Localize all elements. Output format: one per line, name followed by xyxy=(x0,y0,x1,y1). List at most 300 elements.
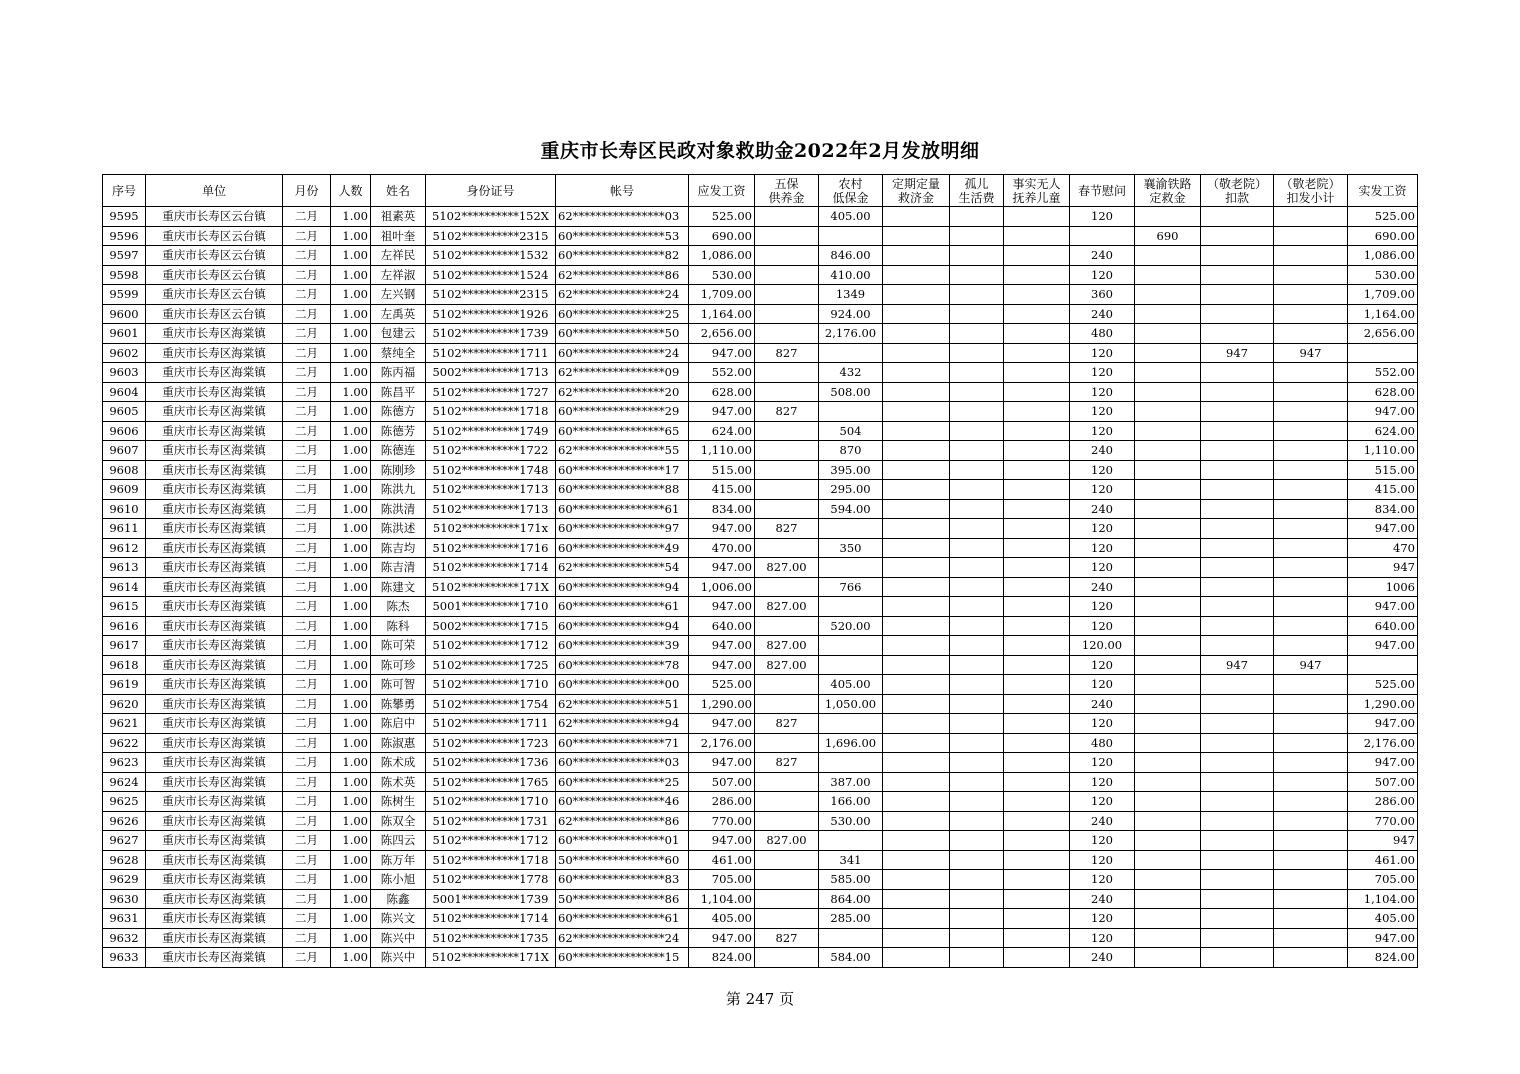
table-cell xyxy=(1201,948,1274,968)
table-cell xyxy=(819,343,883,363)
table-cell: 947.00 xyxy=(1348,714,1418,734)
table-cell: 62****************51 xyxy=(556,694,689,714)
table-cell xyxy=(883,811,950,831)
table-cell: 2,176.00 xyxy=(689,733,755,753)
table-cell xyxy=(1274,870,1348,890)
table-cell xyxy=(950,694,1004,714)
table-cell xyxy=(819,714,883,734)
table-cell: 5102**********1714 xyxy=(426,909,556,929)
table-cell xyxy=(950,226,1004,246)
table-cell xyxy=(1274,636,1348,656)
table-cell xyxy=(1004,538,1070,558)
table-cell: 重庆市长寿区云台镇 xyxy=(146,207,283,227)
table-cell: 左祥淑 xyxy=(371,265,426,285)
table-cell: 470 xyxy=(1348,538,1418,558)
table-cell: 120 xyxy=(1070,343,1135,363)
table-cell xyxy=(1135,421,1201,441)
table-cell: 1.00 xyxy=(331,948,371,968)
table-cell xyxy=(950,850,1004,870)
table-cell: 9615 xyxy=(103,597,146,617)
table-cell: 62****************55 xyxy=(556,441,689,461)
table-cell: 60****************71 xyxy=(556,733,689,753)
table-cell: 240 xyxy=(1070,577,1135,597)
table-cell: 5102**********1712 xyxy=(426,636,556,656)
table-cell: 2,176.00 xyxy=(1348,733,1418,753)
table-cell: 陈兴中 xyxy=(371,948,426,968)
table-cell xyxy=(1004,285,1070,305)
table-cell: 341 xyxy=(819,850,883,870)
table-cell: 1,104.00 xyxy=(689,889,755,909)
table-cell: 827.00 xyxy=(755,558,819,578)
table-cell: 二月 xyxy=(283,694,331,714)
table-cell: 520.00 xyxy=(819,616,883,636)
table-cell xyxy=(883,402,950,422)
table-cell: 5102**********1748 xyxy=(426,460,556,480)
table-cell xyxy=(1201,246,1274,266)
table-cell xyxy=(1201,733,1274,753)
table-cell: 9603 xyxy=(103,363,146,383)
column-header: 五保 供养金 xyxy=(755,175,819,207)
table-cell: 705.00 xyxy=(1348,870,1418,890)
table-cell: 9608 xyxy=(103,460,146,480)
table-cell xyxy=(1135,363,1201,383)
table-cell: 二月 xyxy=(283,538,331,558)
table-cell: 405.00 xyxy=(1348,909,1418,929)
column-header: （敬老院） 扣款 xyxy=(1201,175,1274,207)
table-cell xyxy=(1274,928,1348,948)
table-cell: 1.00 xyxy=(331,421,371,441)
table-cell: 5102**********1727 xyxy=(426,382,556,402)
table-cell: 240 xyxy=(1070,441,1135,461)
table-cell xyxy=(819,519,883,539)
table-row xyxy=(103,265,1418,285)
table-cell xyxy=(883,850,950,870)
table-cell xyxy=(1201,538,1274,558)
table-cell: 1006 xyxy=(1348,577,1418,597)
table-cell xyxy=(755,538,819,558)
table-cell: 552.00 xyxy=(689,363,755,383)
table-cell: 50****************86 xyxy=(556,889,689,909)
page-title: 重庆市长寿区民政对象救助金2022年2月发放明细 xyxy=(540,140,980,162)
table-cell xyxy=(1274,402,1348,422)
table-cell xyxy=(1201,324,1274,344)
table-cell xyxy=(1201,811,1274,831)
table-cell: 二月 xyxy=(283,675,331,695)
table-cell: 陈德芳 xyxy=(371,421,426,441)
table-cell: 120 xyxy=(1070,909,1135,929)
table-cell xyxy=(755,694,819,714)
table-cell: 重庆市长寿区海棠镇 xyxy=(146,831,283,851)
table-cell: 2,656.00 xyxy=(1348,324,1418,344)
table-row xyxy=(103,675,1418,695)
column-header: 襄渝铁路 定救金 xyxy=(1135,175,1201,207)
table-row xyxy=(103,714,1418,734)
table-cell: 5102**********1710 xyxy=(426,675,556,695)
table-cell: 60****************94 xyxy=(556,616,689,636)
table-cell xyxy=(950,558,1004,578)
table-cell: 祖素英 xyxy=(371,207,426,227)
table-cell xyxy=(1135,811,1201,831)
table-cell: 286.00 xyxy=(1348,792,1418,812)
table-cell: 60****************61 xyxy=(556,909,689,929)
table-cell xyxy=(755,207,819,227)
table-cell xyxy=(883,226,950,246)
table-cell: 1.00 xyxy=(331,733,371,753)
table-cell xyxy=(950,597,1004,617)
table-cell xyxy=(755,889,819,909)
column-header: 序号 xyxy=(103,175,146,207)
table-cell xyxy=(883,441,950,461)
table-cell xyxy=(819,636,883,656)
table-cell: 陈吉均 xyxy=(371,538,426,558)
table-cell xyxy=(1274,519,1348,539)
table-cell: 9618 xyxy=(103,655,146,675)
table-cell xyxy=(1004,402,1070,422)
table-cell: 504 xyxy=(819,421,883,441)
table-cell xyxy=(950,577,1004,597)
table-cell: 405.00 xyxy=(689,909,755,929)
table-cell: 二月 xyxy=(283,655,331,675)
table-cell xyxy=(755,577,819,597)
table-cell xyxy=(1004,870,1070,890)
table-cell: 9610 xyxy=(103,499,146,519)
table-cell xyxy=(1004,324,1070,344)
table-cell: 陈德连 xyxy=(371,441,426,461)
table-cell xyxy=(1274,792,1348,812)
table-cell: 585.00 xyxy=(819,870,883,890)
table-cell: 9626 xyxy=(103,811,146,831)
table-row xyxy=(103,948,1418,968)
table-cell: 9622 xyxy=(103,733,146,753)
table-cell: 690.00 xyxy=(1348,226,1418,246)
table-row xyxy=(103,246,1418,266)
table-cell xyxy=(1274,577,1348,597)
table-cell: 62****************24 xyxy=(556,285,689,305)
table-row xyxy=(103,499,1418,519)
table-cell: 240 xyxy=(1070,246,1135,266)
table-cell: 陈丙福 xyxy=(371,363,426,383)
table-cell xyxy=(755,480,819,500)
table-cell: 947.00 xyxy=(1348,753,1418,773)
table-cell: 62****************94 xyxy=(556,714,689,734)
table-cell xyxy=(819,655,883,675)
table-row xyxy=(103,655,1418,675)
table-cell: 1,709.00 xyxy=(689,285,755,305)
table-row xyxy=(103,382,1418,402)
table-cell: 9599 xyxy=(103,285,146,305)
table-cell: 重庆市长寿区海棠镇 xyxy=(146,948,283,968)
table-cell xyxy=(1274,675,1348,695)
table-cell xyxy=(950,363,1004,383)
table-cell: 陈淑惠 xyxy=(371,733,426,753)
table-cell: 重庆市长寿区海棠镇 xyxy=(146,538,283,558)
table-cell xyxy=(755,421,819,441)
table-cell: 947.00 xyxy=(1348,597,1418,617)
table-cell xyxy=(883,577,950,597)
table-row xyxy=(103,694,1418,714)
column-header: 月份 xyxy=(283,175,331,207)
table-cell xyxy=(950,538,1004,558)
table-cell: 5102**********1532 xyxy=(426,246,556,266)
table-cell: 60****************03 xyxy=(556,753,689,773)
table-cell: 295.00 xyxy=(819,480,883,500)
table-cell: 824.00 xyxy=(689,948,755,968)
table-cell xyxy=(883,714,950,734)
table-cell: 947.00 xyxy=(689,343,755,363)
table-cell: 陈洪清 xyxy=(371,499,426,519)
table-cell xyxy=(1004,616,1070,636)
table-cell: 陈双全 xyxy=(371,811,426,831)
table-row xyxy=(103,909,1418,929)
table-row xyxy=(103,870,1418,890)
table-cell xyxy=(950,772,1004,792)
table-row xyxy=(103,558,1418,578)
table-cell xyxy=(755,460,819,480)
table-cell xyxy=(755,792,819,812)
table-cell xyxy=(950,460,1004,480)
table-cell: 1,110.00 xyxy=(689,441,755,461)
table-cell xyxy=(1201,207,1274,227)
table-cell: 陈杰 xyxy=(371,597,426,617)
table-cell xyxy=(950,616,1004,636)
table-row xyxy=(103,928,1418,948)
table-cell: 重庆市长寿区海棠镇 xyxy=(146,597,283,617)
table-cell xyxy=(950,246,1004,266)
table-cell: 1.00 xyxy=(331,772,371,792)
table-cell: 1.00 xyxy=(331,538,371,558)
table-cell: 120 xyxy=(1070,363,1135,383)
table-cell xyxy=(1201,285,1274,305)
table-cell: 二月 xyxy=(283,343,331,363)
table-cell: 重庆市长寿区海棠镇 xyxy=(146,519,283,539)
table-cell xyxy=(1004,304,1070,324)
table-cell xyxy=(755,772,819,792)
table-cell: 重庆市长寿区云台镇 xyxy=(146,246,283,266)
table-cell: 240 xyxy=(1070,889,1135,909)
table-row xyxy=(103,577,1418,597)
table-cell: 1,696.00 xyxy=(819,733,883,753)
table-cell: 二月 xyxy=(283,733,331,753)
table-cell xyxy=(819,831,883,851)
table-cell xyxy=(950,928,1004,948)
table-cell: 120 xyxy=(1070,675,1135,695)
table-cell: 5102**********2315 xyxy=(426,285,556,305)
table-cell: 62****************03 xyxy=(556,207,689,227)
table-cell: 60****************82 xyxy=(556,246,689,266)
table-cell: 左兴钢 xyxy=(371,285,426,305)
table-cell: 1.00 xyxy=(331,285,371,305)
table-cell: 166.00 xyxy=(819,792,883,812)
table-cell: 60****************25 xyxy=(556,772,689,792)
table-cell xyxy=(755,304,819,324)
table-cell: 120 xyxy=(1070,421,1135,441)
table-cell: 1.00 xyxy=(331,519,371,539)
table-cell xyxy=(1135,460,1201,480)
table-cell xyxy=(950,831,1004,851)
table-cell: 陈洪述 xyxy=(371,519,426,539)
table-cell: 120 xyxy=(1070,870,1135,890)
table-cell: 5102**********1778 xyxy=(426,870,556,890)
table-cell: 240 xyxy=(1070,694,1135,714)
table-cell xyxy=(1201,850,1274,870)
table-cell: 120 xyxy=(1070,402,1135,422)
table-cell: 827 xyxy=(755,343,819,363)
table-cell: 1.00 xyxy=(331,909,371,929)
table-cell: 120 xyxy=(1070,928,1135,948)
table-cell xyxy=(1135,538,1201,558)
table-cell: 重庆市长寿区云台镇 xyxy=(146,265,283,285)
table-cell: 9632 xyxy=(103,928,146,948)
table-cell xyxy=(883,343,950,363)
table-cell xyxy=(1201,421,1274,441)
table-cell: 628.00 xyxy=(689,382,755,402)
table-cell xyxy=(1201,753,1274,773)
table-cell: 9625 xyxy=(103,792,146,812)
table-cell: 二月 xyxy=(283,402,331,422)
table-cell: 827 xyxy=(755,519,819,539)
table-cell xyxy=(755,441,819,461)
table-cell: 二月 xyxy=(283,928,331,948)
table-cell: 9631 xyxy=(103,909,146,929)
table-cell: 60****************61 xyxy=(556,597,689,617)
table-cell xyxy=(1274,733,1348,753)
table-cell: 285.00 xyxy=(819,909,883,929)
table-cell: 947 xyxy=(1274,343,1348,363)
table-cell xyxy=(755,616,819,636)
table-cell: 50****************60 xyxy=(556,850,689,870)
table-cell: 重庆市长寿区海棠镇 xyxy=(146,889,283,909)
table-cell: 924.00 xyxy=(819,304,883,324)
table-cell: 5102**********1718 xyxy=(426,402,556,422)
table-cell: 120 xyxy=(1070,558,1135,578)
table-cell: 1.00 xyxy=(331,558,371,578)
table-cell xyxy=(1201,402,1274,422)
table-row xyxy=(103,616,1418,636)
column-header: 实发工资 xyxy=(1348,175,1418,207)
table-cell xyxy=(883,538,950,558)
table-cell: 陈四云 xyxy=(371,831,426,851)
table-cell: 1.00 xyxy=(331,889,371,909)
table-cell: 5001**********1739 xyxy=(426,889,556,909)
table-cell: 陈攀勇 xyxy=(371,694,426,714)
table-row xyxy=(103,324,1418,344)
table-cell: 二月 xyxy=(283,577,331,597)
table-cell: 5102**********1749 xyxy=(426,421,556,441)
table-cell xyxy=(1004,694,1070,714)
table-cell xyxy=(1274,909,1348,929)
table-cell: 120 xyxy=(1070,265,1135,285)
table-cell: 240 xyxy=(1070,948,1135,968)
table-cell: 240 xyxy=(1070,499,1135,519)
table-cell xyxy=(819,597,883,617)
table-row xyxy=(103,519,1418,539)
table-cell xyxy=(1135,382,1201,402)
table-cell: 947.00 xyxy=(1348,402,1418,422)
table-cell: 重庆市长寿区海棠镇 xyxy=(146,870,283,890)
table-cell: 9628 xyxy=(103,850,146,870)
table-cell xyxy=(883,772,950,792)
table-cell xyxy=(1004,480,1070,500)
table-cell: 重庆市长寿区海棠镇 xyxy=(146,928,283,948)
table-cell: 陈树生 xyxy=(371,792,426,812)
table-cell: 947.00 xyxy=(689,597,755,617)
table-cell: 陈兴文 xyxy=(371,909,426,929)
table-cell: 530.00 xyxy=(689,265,755,285)
table-cell: 祖叶奎 xyxy=(371,226,426,246)
table-cell xyxy=(950,382,1004,402)
table-row xyxy=(103,831,1418,851)
table-cell: 515.00 xyxy=(1348,460,1418,480)
table-cell: 重庆市长寿区云台镇 xyxy=(146,226,283,246)
table-cell xyxy=(1004,753,1070,773)
table-cell: 二月 xyxy=(283,909,331,929)
table-cell: 525.00 xyxy=(689,675,755,695)
column-header: 身份证号 xyxy=(426,175,556,207)
table-cell: 重庆市长寿区海棠镇 xyxy=(146,558,283,578)
table-cell xyxy=(950,675,1004,695)
table-row xyxy=(103,733,1418,753)
table-cell: 62****************09 xyxy=(556,363,689,383)
table-cell: 重庆市长寿区海棠镇 xyxy=(146,909,283,929)
table-cell xyxy=(1135,694,1201,714)
table-cell: 1,164.00 xyxy=(1348,304,1418,324)
table-row xyxy=(103,226,1418,246)
table-cell xyxy=(755,675,819,695)
table-cell xyxy=(1201,499,1274,519)
table-cell: 690.00 xyxy=(689,226,755,246)
table-cell xyxy=(950,519,1004,539)
table-cell: 5102**********1731 xyxy=(426,811,556,831)
table-cell xyxy=(1135,636,1201,656)
table-cell xyxy=(950,402,1004,422)
table-cell: 1.00 xyxy=(331,460,371,480)
table-cell: 470.00 xyxy=(689,538,755,558)
table-cell xyxy=(1201,616,1274,636)
table-cell xyxy=(1004,850,1070,870)
table-cell xyxy=(1135,948,1201,968)
table-cell: 二月 xyxy=(283,324,331,344)
table-row xyxy=(103,753,1418,773)
table-cell: 827.00 xyxy=(755,636,819,656)
table-cell: 870 xyxy=(819,441,883,461)
table-cell xyxy=(1201,870,1274,890)
table-cell xyxy=(1274,616,1348,636)
table-cell: 507.00 xyxy=(1348,772,1418,792)
table-cell: 9598 xyxy=(103,265,146,285)
table-cell: 5102**********1716 xyxy=(426,538,556,558)
table-cell xyxy=(1135,850,1201,870)
table-cell xyxy=(1135,655,1201,675)
table-cell xyxy=(883,675,950,695)
table-cell: 240 xyxy=(1070,304,1135,324)
table-cell: 5102**********1713 xyxy=(426,480,556,500)
table-cell xyxy=(883,831,950,851)
table-cell: 60****************65 xyxy=(556,421,689,441)
table-cell: 705.00 xyxy=(689,870,755,890)
table-cell: 624.00 xyxy=(1348,421,1418,441)
table-cell: 1.00 xyxy=(331,675,371,695)
table-cell: 405.00 xyxy=(819,675,883,695)
table-cell: 1.00 xyxy=(331,304,371,324)
table-cell: 5102**********1736 xyxy=(426,753,556,773)
table-cell xyxy=(950,304,1004,324)
table-cell xyxy=(1201,792,1274,812)
table-cell xyxy=(819,928,883,948)
table-row xyxy=(103,207,1418,227)
table-cell: 947.00 xyxy=(689,519,755,539)
table-cell: 9619 xyxy=(103,675,146,695)
table-cell xyxy=(1201,558,1274,578)
